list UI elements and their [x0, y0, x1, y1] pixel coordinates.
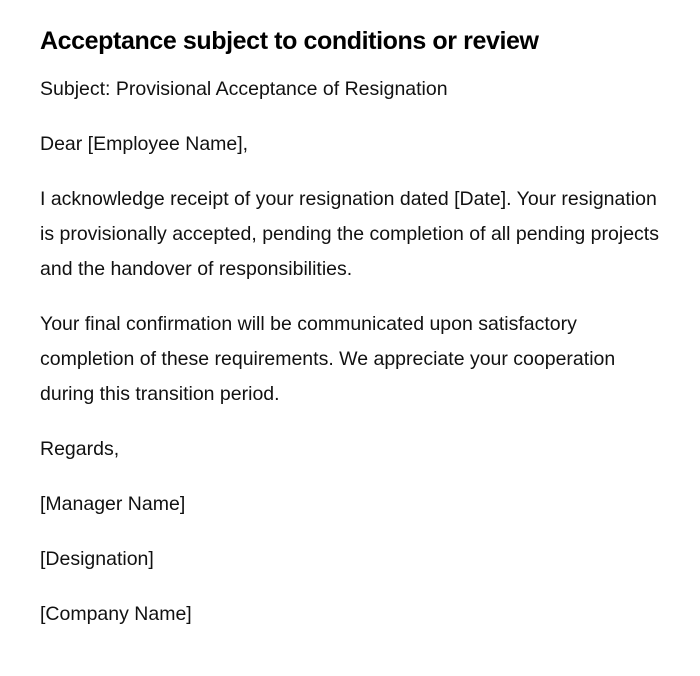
- closing: Regards,: [40, 438, 120, 460]
- signature-name: [Manager Name]: [40, 493, 186, 515]
- signature-designation: [Designation]: [40, 548, 154, 570]
- salutation: Dear [Employee Name],: [40, 133, 249, 155]
- body-paragraph-1: I acknowledge receipt of your resignation dated [Date]. Your resignation is provisionally accepted, pending the completion of all pending projects and the handover of responsibilities.: [40, 188, 659, 280]
- document-title: Acceptance subject to conditions or review: [40, 27, 539, 55]
- signature-company: [Company Name]: [40, 603, 192, 625]
- subject-line: Subject: Provisional Acceptance of Resignation: [40, 78, 448, 100]
- body-paragraph-2: Your final confirmation will be communicated upon satisfactory completion of these requirements. We appreciate your cooperation during this transition period.: [40, 313, 616, 405]
